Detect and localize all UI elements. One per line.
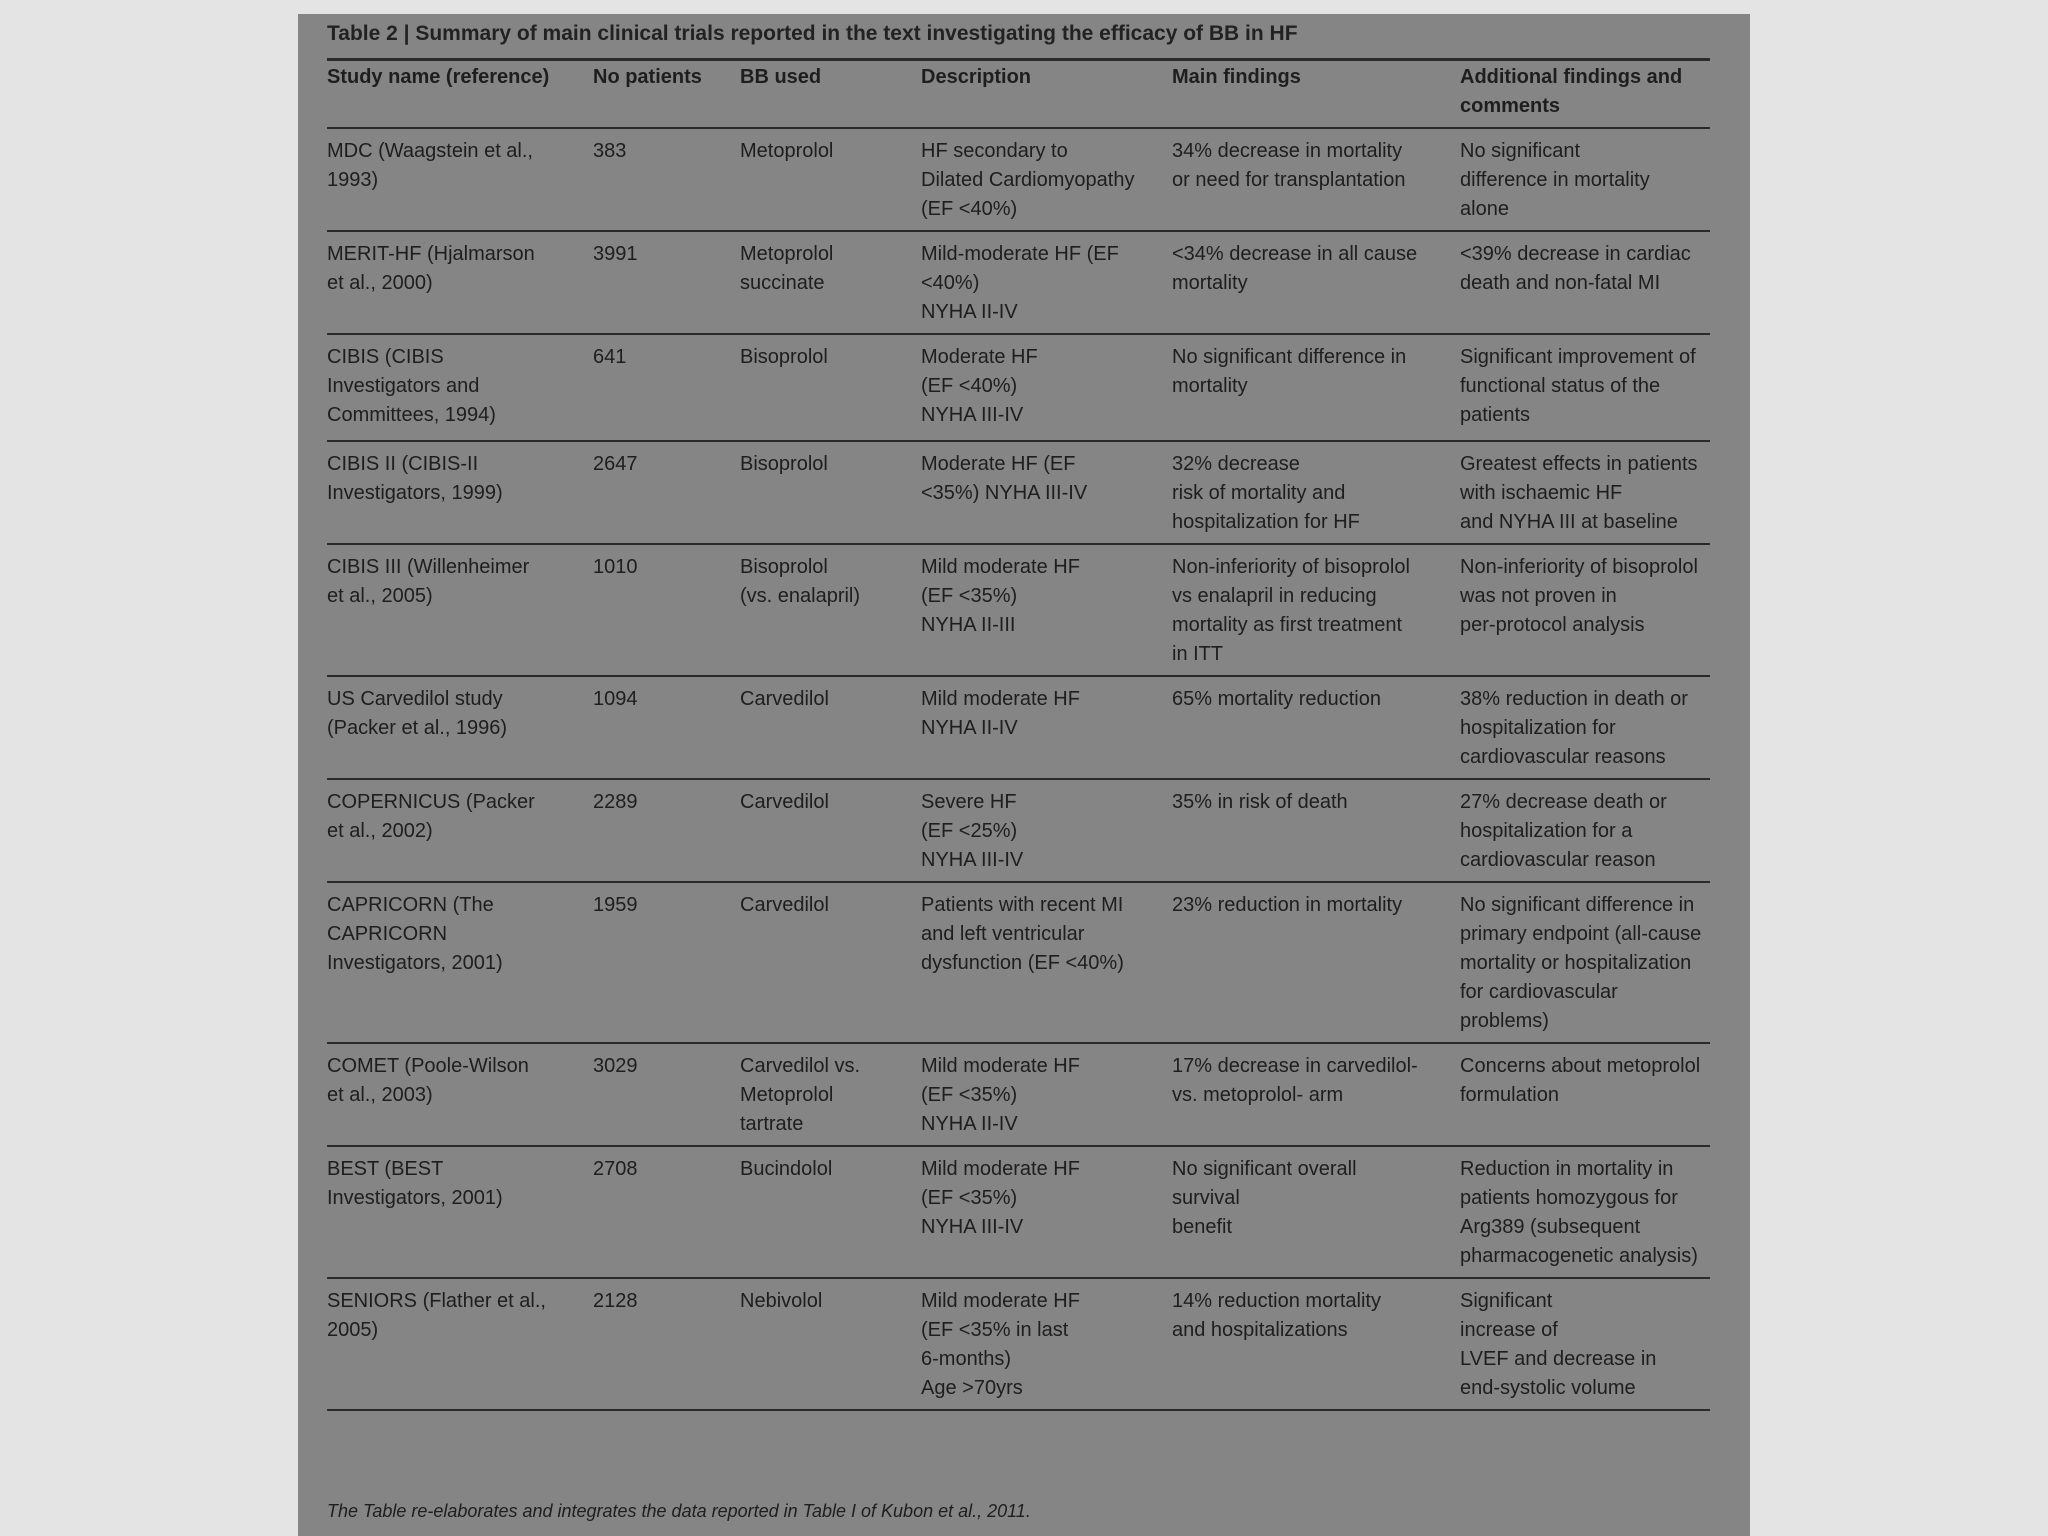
cell-study-name: US Carvedilol study (Packer et al., 1996) [327,676,593,779]
cell-no-patients: 2708 [593,1146,740,1278]
table-row [327,441,1710,544]
cell-study-name: MDC (Waagstein et al., 1993) [327,128,593,231]
cell-description: Patients with recent MI and left ventricular dysfunction (EF <40%) [921,882,1172,1043]
header-row [327,58,1710,128]
cell-bb-used: Carvedilol [740,882,921,1043]
cell-no-patients: 1959 [593,882,740,1043]
cell-main-findings: No significant difference in mortality [1172,334,1460,441]
cell-no-patients: 1094 [593,676,740,779]
cell-additional-findings: No significant difference in mortality alone [1460,128,1710,231]
cell-no-patients: 2289 [593,779,740,882]
cell-main-findings: 35% in risk of death [1172,779,1460,882]
cell-bb-used: Carvedilol [740,676,921,779]
cell-no-patients: 383 [593,128,740,231]
cell-description: Moderate HF (EF <40%) NYHA III-IV [921,334,1172,441]
cell-additional-findings: <39% decrease in cardiac death and non-fatal MI [1460,231,1710,334]
table-panel [298,14,1750,1536]
cell-description: Moderate HF (EF <35%) NYHA III-IV [921,441,1172,544]
table-caption: Table 2 | Summary of main clinical trials reported in the text investigating the efficacy of BB in HF [327,22,1298,45]
cell-no-patients: 2647 [593,441,740,544]
cell-study-name: CIBIS III (Willenheimer et al., 2005) [327,544,593,676]
table-row [327,1146,1710,1278]
cell-description: Mild moderate HF (EF <35%) NYHA II-III [921,544,1172,676]
cell-main-findings: No significant overall survival benefit [1172,1146,1460,1278]
table-row [327,231,1710,334]
table-row [327,882,1710,1043]
cell-main-findings: Non-inferiority of bisoprolol vs enalapril in reducing mortality as first treatment in ITT [1172,544,1460,676]
cell-additional-findings: Significant improvement of functional status of the patients [1460,334,1710,441]
cell-bb-used: Metoprolol [740,128,921,231]
cell-study-name: CIBIS II (CIBIS-II Investigators, 1999) [327,441,593,544]
cell-bb-used: Carvedilol vs. Metoprolol tartrate [740,1043,921,1146]
cell-study-name: MERIT-HF (Hjalmarson et al., 2000) [327,231,593,334]
cell-bb-used: Nebivolol [740,1278,921,1410]
cell-main-findings: 14% reduction mortality and hospitalizations [1172,1278,1460,1410]
cell-description: Mild moderate HF (EF <35%) NYHA II-IV [921,1043,1172,1146]
table-row [327,1278,1710,1410]
table-body [327,128,1710,1410]
table-row [327,544,1710,676]
cell-description: Mild moderate HF (EF <35%) NYHA III-IV [921,1146,1172,1278]
cell-main-findings: 34% decrease in mortality or need for transplantation [1172,128,1460,231]
table-row [327,128,1710,231]
cell-additional-findings: Significant increase of LVEF and decrease in end-systolic volume [1460,1278,1710,1410]
header-bb-used: BB used [740,58,921,128]
cell-no-patients: 1010 [593,544,740,676]
cell-main-findings: 23% reduction in mortality [1172,882,1460,1043]
cell-additional-findings: No significant difference in primary endpoint (all-cause mortality or hospitalization for cardiovascular problems) [1460,882,1710,1043]
cell-study-name: CAPRICORN (The CAPRICORN Investigators, 2001) [327,882,593,1043]
table-row [327,779,1710,882]
cell-bb-used: Bucindolol [740,1146,921,1278]
cell-study-name: SENIORS (Flather et al., 2005) [327,1278,593,1410]
cell-study-name: BEST (BEST Investigators, 2001) [327,1146,593,1278]
header-additional-findings: Additional findings and comments [1460,58,1710,128]
cell-no-patients: 2128 [593,1278,740,1410]
clinical-trials-table [327,58,1710,1411]
cell-additional-findings: 27% decrease death or hospitalization for a cardiovascular reason [1460,779,1710,882]
cell-bb-used: Carvedilol [740,779,921,882]
cell-bb-used: Bisoprolol [740,441,921,544]
cell-study-name: COPERNICUS (Packer et al., 2002) [327,779,593,882]
cell-additional-findings: Reduction in mortality in patients homozygous for Arg389 (subsequent pharmacogenetic analysis) [1460,1146,1710,1278]
header-study-name: Study name (reference) [327,58,593,128]
table-footnote: The Table re-elaborates and integrates the data reported in Table I of Kubon et al., 2011. [327,1501,1031,1521]
cell-additional-findings: Greatest effects in patients with ischaemic HF and NYHA III at baseline [1460,441,1710,544]
cell-no-patients: 3029 [593,1043,740,1146]
cell-bb-used: Bisoprolol (vs. enalapril) [740,544,921,676]
cell-description: Severe HF (EF <25%) NYHA III-IV [921,779,1172,882]
cell-additional-findings: 38% reduction in death or hospitalization for cardiovascular reasons [1460,676,1710,779]
cell-main-findings: 17% decrease in carvedilol- vs. metoprolol- arm [1172,1043,1460,1146]
cell-bb-used: Bisoprolol [740,334,921,441]
table-row [327,1043,1710,1146]
cell-no-patients: 3991 [593,231,740,334]
cell-bb-used: Metoprolol succinate [740,231,921,334]
header-description: Description [921,58,1172,128]
cell-description: Mild moderate HF (EF <35% in last 6-months) Age >70yrs [921,1278,1172,1410]
cell-main-findings: 65% mortality reduction [1172,676,1460,779]
cell-description: Mild-moderate HF (EF <40%) NYHA II-IV [921,231,1172,334]
header-main-findings: Main findings [1172,58,1460,128]
cell-additional-findings: Concerns about metoprolol formulation [1460,1043,1710,1146]
cell-description: HF secondary to Dilated Cardiomyopathy (EF <40%) [921,128,1172,231]
cell-no-patients: 641 [593,334,740,441]
header-no-patients: No patients [593,58,740,128]
cell-study-name: CIBIS (CIBIS Investigators and Committees, 1994) [327,334,593,441]
cell-main-findings: 32% decrease risk of mortality and hospitalization for HF [1172,441,1460,544]
cell-description: Mild moderate HF NYHA II-IV [921,676,1172,779]
cell-main-findings: <34% decrease in all cause mortality [1172,231,1460,334]
cell-study-name: COMET (Poole-Wilson et al., 2003) [327,1043,593,1146]
table-row [327,676,1710,779]
cell-additional-findings: Non-inferiority of bisoprolol was not proven in per-protocol analysis [1460,544,1710,676]
table-row [327,334,1710,441]
